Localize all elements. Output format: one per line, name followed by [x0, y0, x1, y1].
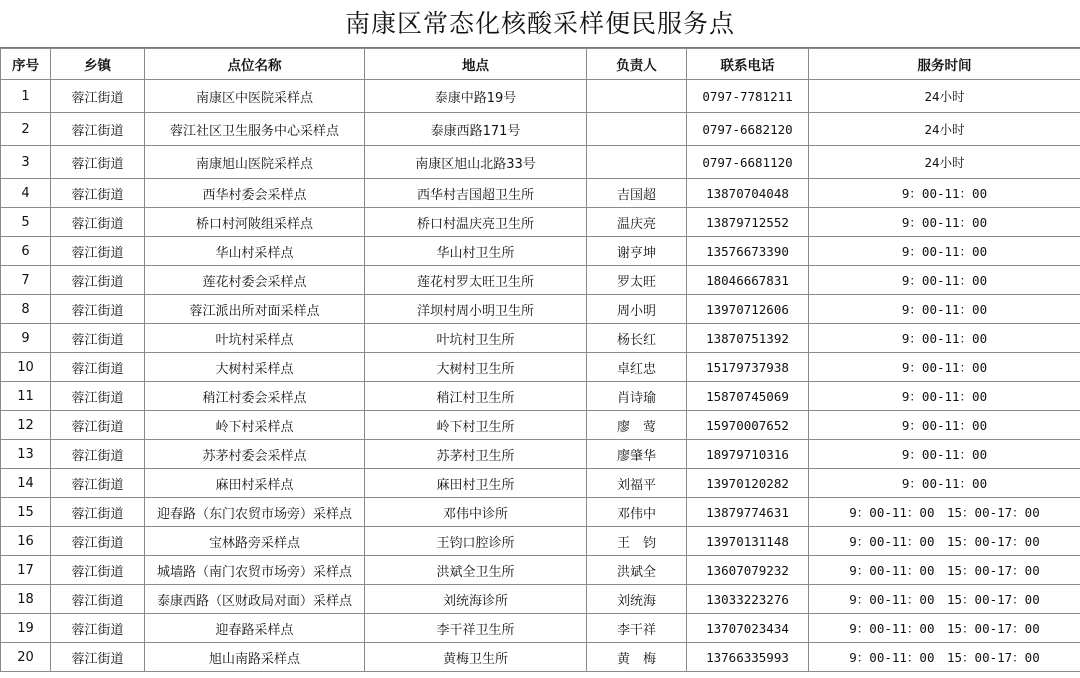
cell-location: 黄梅卫生所: [365, 643, 587, 672]
cell-town: 蓉江街道: [51, 614, 145, 643]
cell-location: 洪斌全卫生所: [365, 556, 587, 585]
cell-location: 南康区旭山北路33号: [365, 146, 587, 179]
table-row: [1, 498, 1080, 527]
cell-phone: 0797-7781211: [687, 80, 809, 113]
cell-phone: 13970120282: [687, 469, 809, 498]
cell-service-time: 9：00-11：00: [809, 179, 1080, 208]
cell-index: 13: [1, 440, 51, 469]
cell-location: 大树村卫生所: [365, 353, 587, 382]
cell-town: 蓉江街道: [51, 353, 145, 382]
service-points-table: [0, 48, 1080, 672]
cell-location: 叶坑村卫生所: [365, 324, 587, 353]
cell-contact-person: 谢亨坤: [587, 237, 687, 266]
cell-index: 8: [1, 295, 51, 324]
cell-phone: 0797-6682120: [687, 113, 809, 146]
cell-service-time: 9：00-11：00 15：00-17：00: [809, 585, 1080, 614]
cell-service-time: 9：00-11：00 15：00-17：00: [809, 498, 1080, 527]
cell-location: 华山村卫生所: [365, 237, 587, 266]
cell-index: 2: [1, 113, 51, 146]
cell-index: 4: [1, 179, 51, 208]
cell-phone: 18979710316: [687, 440, 809, 469]
cell-town: 蓉江街道: [51, 382, 145, 411]
cell-service-time: 9：00-11：00: [809, 324, 1080, 353]
cell-index: 20: [1, 643, 51, 672]
cell-town: 蓉江街道: [51, 498, 145, 527]
cell-location: 邓伟中诊所: [365, 498, 587, 527]
cell-service-time: 9：00-11：00 15：00-17：00: [809, 614, 1080, 643]
cell-location: 西华村吉国超卫生所: [365, 179, 587, 208]
cell-point-name: 迎春路（东门农贸市场旁）采样点: [145, 498, 365, 527]
cell-location: 泰康中路19号: [365, 80, 587, 113]
cell-contact-person: [587, 80, 687, 113]
cell-contact-person: 卓红忠: [587, 353, 687, 382]
table-row: [1, 237, 1080, 266]
cell-contact-person: 廖肇华: [587, 440, 687, 469]
cell-location: 岭下村卫生所: [365, 411, 587, 440]
table-row: [1, 113, 1080, 146]
cell-service-time: 9：00-11：00: [809, 469, 1080, 498]
cell-phone: 0797-6681120: [687, 146, 809, 179]
table-row: [1, 643, 1080, 672]
cell-service-time: 9：00-11：00: [809, 237, 1080, 266]
header-service-time: 服务时间: [809, 49, 1080, 80]
cell-point-name: 大树村采样点: [145, 353, 365, 382]
cell-town: 蓉江街道: [51, 527, 145, 556]
table-row: [1, 179, 1080, 208]
cell-town: 蓉江街道: [51, 411, 145, 440]
table-row: [1, 146, 1080, 179]
cell-location: 泰康西路171号: [365, 113, 587, 146]
cell-point-name: 桥口村河陂组采样点: [145, 208, 365, 237]
cell-service-time: 9：00-11：00: [809, 208, 1080, 237]
cell-service-time: 24小时: [809, 113, 1080, 146]
cell-point-name: 旭山南路采样点: [145, 643, 365, 672]
cell-location: 洋坝村周小明卫生所: [365, 295, 587, 324]
cell-contact-person: 王 钧: [587, 527, 687, 556]
cell-point-name: 南康区中医院采样点: [145, 80, 365, 113]
table-row: [1, 266, 1080, 295]
cell-index: 10: [1, 353, 51, 382]
cell-point-name: 蓉江派出所对面采样点: [145, 295, 365, 324]
cell-index: 11: [1, 382, 51, 411]
cell-service-time: 9：00-11：00: [809, 382, 1080, 411]
cell-location: 李干祥卫生所: [365, 614, 587, 643]
cell-phone: 13870751392: [687, 324, 809, 353]
cell-town: 蓉江街道: [51, 113, 145, 146]
table-row: [1, 353, 1080, 382]
table-row: [1, 295, 1080, 324]
cell-phone: 13879712552: [687, 208, 809, 237]
cell-index: 5: [1, 208, 51, 237]
table-row: [1, 556, 1080, 585]
cell-service-time: 9：00-11：00: [809, 353, 1080, 382]
cell-service-time: 9：00-11：00: [809, 440, 1080, 469]
cell-town: 蓉江街道: [51, 643, 145, 672]
table-header-row: [1, 49, 1080, 80]
cell-phone: 13766335993: [687, 643, 809, 672]
cell-index: 18: [1, 585, 51, 614]
cell-town: 蓉江街道: [51, 295, 145, 324]
cell-point-name: 华山村采样点: [145, 237, 365, 266]
cell-index: 15: [1, 498, 51, 527]
cell-contact-person: 罗太旺: [587, 266, 687, 295]
cell-contact-person: 杨长红: [587, 324, 687, 353]
cell-town: 蓉江街道: [51, 469, 145, 498]
cell-index: 1: [1, 80, 51, 113]
cell-phone: 15970007652: [687, 411, 809, 440]
cell-contact-person: 温庆亮: [587, 208, 687, 237]
table-row: [1, 469, 1080, 498]
cell-contact-person: 周小明: [587, 295, 687, 324]
cell-town: 蓉江街道: [51, 146, 145, 179]
table-row: [1, 614, 1080, 643]
table-row: [1, 527, 1080, 556]
cell-town: 蓉江街道: [51, 237, 145, 266]
cell-point-name: 苏茅村委会采样点: [145, 440, 365, 469]
cell-phone: 13870704048: [687, 179, 809, 208]
cell-contact-person: 吉国超: [587, 179, 687, 208]
cell-town: 蓉江街道: [51, 556, 145, 585]
cell-phone: 13970712606: [687, 295, 809, 324]
cell-point-name: 城墙路（南门农贸市场旁）采样点: [145, 556, 365, 585]
cell-index: 6: [1, 237, 51, 266]
cell-point-name: 叶坑村采样点: [145, 324, 365, 353]
table-row: [1, 324, 1080, 353]
cell-location: 王钧口腔诊所: [365, 527, 587, 556]
cell-contact-person: 刘统海: [587, 585, 687, 614]
cell-location: 莲花村罗太旺卫生所: [365, 266, 587, 295]
cell-phone: 15870745069: [687, 382, 809, 411]
cell-contact-person: 廖 莺: [587, 411, 687, 440]
cell-phone: 13970131148: [687, 527, 809, 556]
page-title: 南康区常态化核酸采样便民服务点: [0, 0, 1080, 48]
cell-contact-person: 肖诗瑜: [587, 382, 687, 411]
cell-service-time: 9：00-11：00: [809, 411, 1080, 440]
cell-phone: 13033223276: [687, 585, 809, 614]
cell-contact-person: 邓伟中: [587, 498, 687, 527]
cell-index: 14: [1, 469, 51, 498]
cell-point-name: 莲花村委会采样点: [145, 266, 365, 295]
cell-location: 刘统海诊所: [365, 585, 587, 614]
cell-service-time: 9：00-11：00 15：00-17：00: [809, 527, 1080, 556]
cell-point-name: 岭下村采样点: [145, 411, 365, 440]
cell-index: 16: [1, 527, 51, 556]
cell-service-time: 9：00-11：00 15：00-17：00: [809, 643, 1080, 672]
cell-service-time: 9：00-11：00: [809, 266, 1080, 295]
cell-point-name: 迎春路采样点: [145, 614, 365, 643]
cell-phone: 13576673390: [687, 237, 809, 266]
table-row: [1, 585, 1080, 614]
cell-index: 19: [1, 614, 51, 643]
cell-index: 17: [1, 556, 51, 585]
cell-index: 9: [1, 324, 51, 353]
table-row: [1, 440, 1080, 469]
cell-point-name: 宝林路旁采样点: [145, 527, 365, 556]
cell-location: 桥口村温庆亮卫生所: [365, 208, 587, 237]
header-phone: 联系电话: [687, 49, 809, 80]
cell-town: 蓉江街道: [51, 266, 145, 295]
cell-town: 蓉江街道: [51, 80, 145, 113]
cell-phone: 13607079232: [687, 556, 809, 585]
table-row: [1, 80, 1080, 113]
cell-location: 稍江村卫生所: [365, 382, 587, 411]
cell-town: 蓉江街道: [51, 440, 145, 469]
cell-location: 苏茅村卫生所: [365, 440, 587, 469]
header-town: 乡镇: [51, 49, 145, 80]
cell-index: 7: [1, 266, 51, 295]
header-point-name: 点位名称: [145, 49, 365, 80]
cell-location: 麻田村卫生所: [365, 469, 587, 498]
cell-contact-person: 李干祥: [587, 614, 687, 643]
cell-service-time: 9：00-11：00: [809, 295, 1080, 324]
cell-town: 蓉江街道: [51, 585, 145, 614]
cell-contact-person: 洪斌全: [587, 556, 687, 585]
cell-point-name: 稍江村委会采样点: [145, 382, 365, 411]
header-contact-person: 负责人: [587, 49, 687, 80]
cell-index: 12: [1, 411, 51, 440]
cell-phone: 13879774631: [687, 498, 809, 527]
cell-contact-person: 黄 梅: [587, 643, 687, 672]
cell-town: 蓉江街道: [51, 179, 145, 208]
cell-point-name: 南康旭山医院采样点: [145, 146, 365, 179]
cell-point-name: 麻田村采样点: [145, 469, 365, 498]
cell-index: 3: [1, 146, 51, 179]
cell-service-time: 24小时: [809, 80, 1080, 113]
cell-service-time: 24小时: [809, 146, 1080, 179]
cell-service-time: 9：00-11：00 15：00-17：00: [809, 556, 1080, 585]
cell-point-name: 蓉江社区卫生服务中心采样点: [145, 113, 365, 146]
header-location: 地点: [365, 49, 587, 80]
cell-phone: 13707023434: [687, 614, 809, 643]
table-row: [1, 382, 1080, 411]
cell-contact-person: [587, 113, 687, 146]
cell-point-name: 泰康西路（区财政局对面）采样点: [145, 585, 365, 614]
cell-contact-person: [587, 146, 687, 179]
cell-contact-person: 刘福平: [587, 469, 687, 498]
cell-point-name: 西华村委会采样点: [145, 179, 365, 208]
cell-phone: 18046667831: [687, 266, 809, 295]
cell-town: 蓉江街道: [51, 208, 145, 237]
cell-town: 蓉江街道: [51, 324, 145, 353]
table-row: [1, 208, 1080, 237]
header-index: 序号: [1, 49, 51, 80]
table-row: [1, 411, 1080, 440]
cell-phone: 15179737938: [687, 353, 809, 382]
